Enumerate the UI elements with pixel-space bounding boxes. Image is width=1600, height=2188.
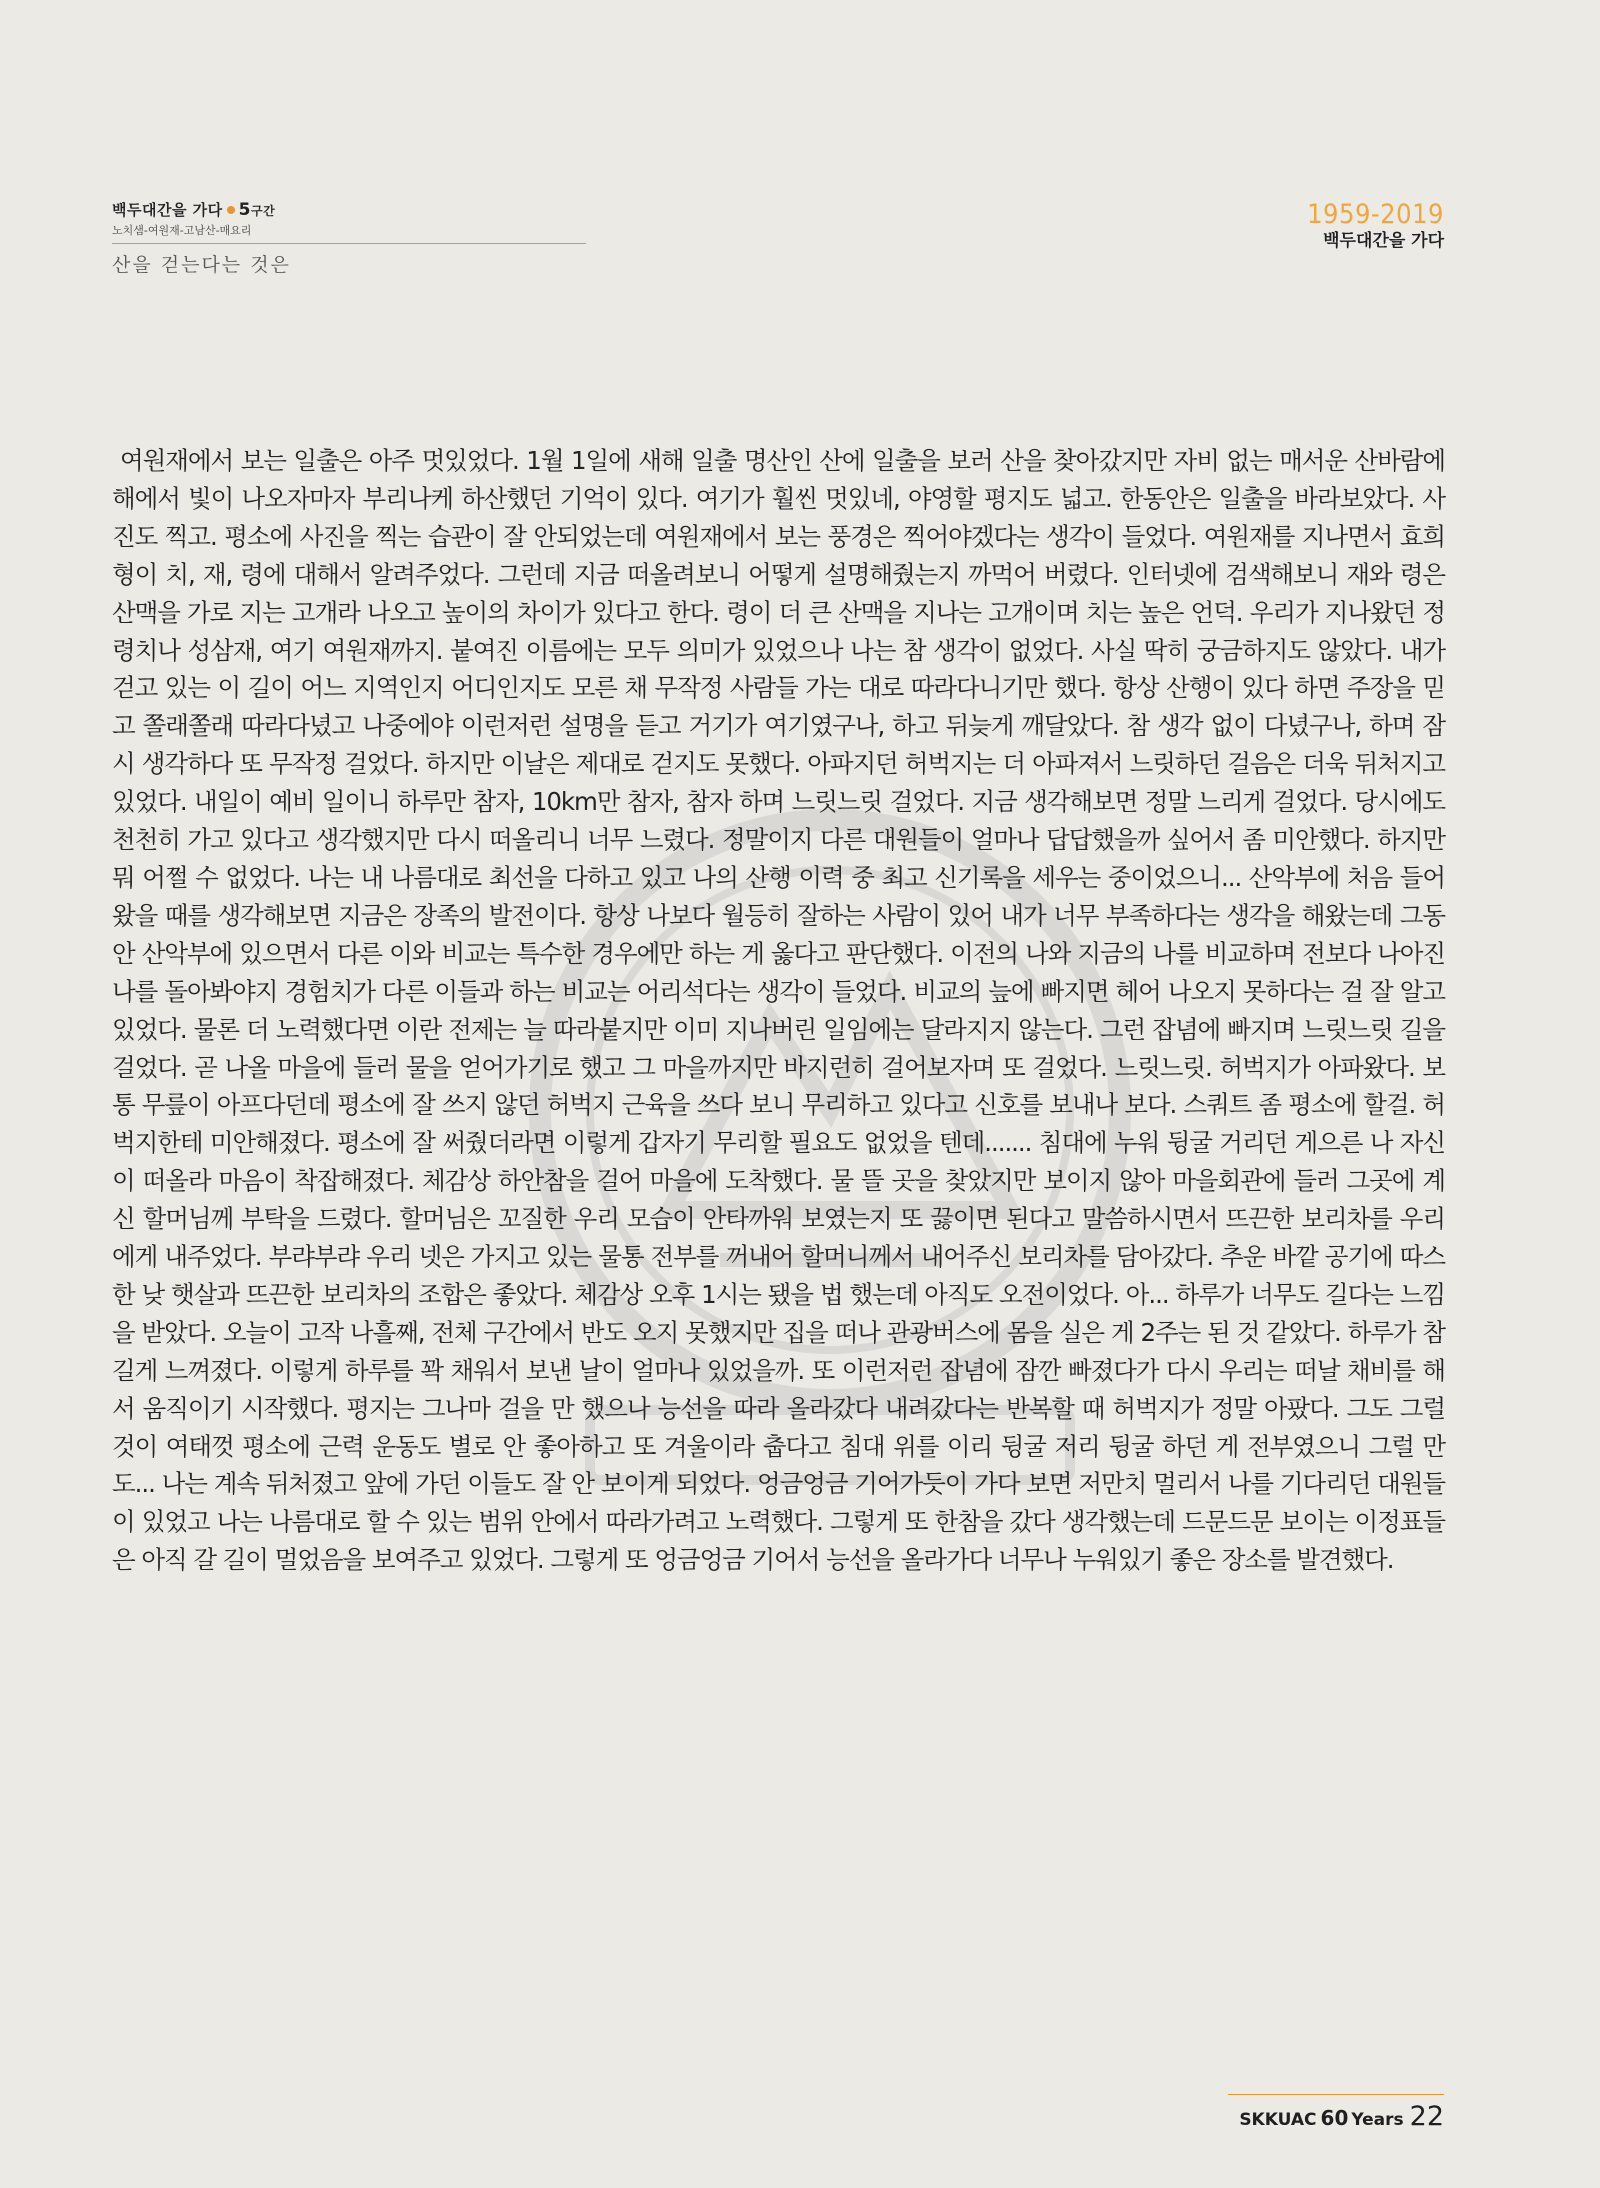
section-unit: 구간	[251, 204, 276, 218]
footer-years-word: Years	[1351, 2110, 1404, 2130]
series-title	[112, 200, 586, 221]
article-body: 여원재에서 보는 일출은 아주 멋있었다. 1월 1일에 새해 일출 명산인 산에 일출을 보러 산을 찾아갔지만 자비 없는 매서운 산바람에 해에서 빛이 나오자마자 부리나케 하산했던 기억이 있다. 여기가 훨씬 멋있네, 야영할 평지도 넓고. 한동안은 일출을 바라보았다. 사진도 찍고. 평소에 사진을 찍는 습관이 잘 안되었는데 여원재에서 보는 풍경은 찍어야겠다는 생각이 들었다. 여원재를 지나면서 효희형이 치, 재, 령에 대해서 알려주었다. 그런데 지금 떠올려보니 어떻게 설명해줬는지 까먹어 버렸다. 인터넷에 검색해보니 재와 령은 산맥을 가로 지는 고개라 나오고 높이의 차이가 있다고 한다. 령이 더 큰 산맥을 지나는 고개이며 치는 높은 언덕. 우리가 지나왔던 정령치나 성삼재, 여기 여원재까지. 붙여진 이름에는 모두 의미가 있었으나 나는 참 생각이 없었다. 사실 딱히 궁금하지도 않았다. 내가 걷고 있는 이 길이 어느 지역인지 어디인지도 모른 채 무작정 사람들 가는 대로 따라다니기만 했다. 항상 산행이 있다 하면 주장을 믿고 쫄래쫄래 따라다녔고 나중에야 이런저런 설명을 듣고 거기가 여기였구나, 하고 뒤늦게 깨달았다. 참 생각 없이 다녔구나, 하며 잠시 생각하다 또 무작정 걸었다. 하지만 이날은 제대로 걷지도 못했다. 아파지던 허벅지는 더 아파져서 느릿하던 걸음은 더욱 뒤처지고 있었다. 내일이 예비 일이니 하루만 참자, 10km만 참자, 참자 하며 느릿느릿 걸었다. 지금 생각해보면 정말 느리게 걸었다. 당시에도 천천히 가고 있다고 생각했지만 다시 떠올리니 너무 느렸다. 정말이지 다른 대원들이 얼마나 답답했을까 싶어서 좀 미안했다. 하지만 뭐 어쩔 수 없었다. 나는 내 나름대로 최선을 다하고 있고 나의 산행 이력 중 최고 신기록을 세우는 중이었으니... 산악부에 처음 들어왔을 때를 생각해보면 지금은 장족의 발전이다. 항상 나보다 월등히 잘하는 사람이 있어 내가 너무 부족하다는 생각을 해왔는데 그동안 산악부에 있으면서 다른 이와 비교는 특수한 경우에만 하는 게 옳다고 판단했다. 이전의 나와 지금의 나를 비교하며 전보다 나아진 나를 돌아봐야지 경험치가 다른 이들과 하는 비교는 어리석다는 생각이 들었다. 비교의 늪에 빠지면 헤어 나오지 못하다는 걸 잘 알고 있었다. 물론 더 노력했다면 이란 전제는 늘 따라붙지만 이미 지나버린 일임에는 달라지지 않는다. 그런 잡념에 빠지며 느릿느릿 길을 걸었다. 곧 나올 마을에 들러 물을 얻어가기로 했고 그 마을까지만 바지런히 걸어보자며 또 걸었다. 느릿느릿. 허벅지가 아파왔다. 보통 무릎이 아프다던데 평소에 잘 쓰지 않던 허벅지 근육을 쓰다 보니 무리하고 있다고 신호를 보내나 보다. 스쿼트 좀 평소에 할걸. 허벅지한테 미안해졌다. 평소에 잘 써줬더라면 이렇게 갑자기 무리할 필요도 없었을 텐데....... 침대에 누워 뒹굴 거리던 게으른 나 자신이 떠올라 마음이 착잡해졌다. 체감상 하안참을 걸어 마을에 도착했다. 물 뜰 곳을 찾았지만 보이지 않아 마을회관에 들러 그곳에 계신 할머님께 부탁을 드렸다. 할머님은 꼬질한 우리 모습이 안타까워 보였는지 또 끓이면 된다고 말씀하시면서 뜨끈한 보리차를 우리에게 내주었다. 부랴부랴 우리 넷은 가지고 있는 물통 전부를 꺼내어 할머니께서 내어주신 보리차를 담아갔다. 추운 바깥 공기에 따스한 낮 햇살과 뜨끈한 보리차의 조합은 좋았다. 체감상 오후 1시는 됐을 법 했는데 아직도 오전이었다. 아... 하루가 너무도 길다는 느낌을 받았다. 오늘이 고작 나흘째, 전체 구간에서 반도 오지 못했지만 집을 떠나 관광버스에 몸을 실은 게 2주는 된 것 같았다. 하루가 참 길게 느껴졌다. 이렇게 하루를 꽉 채워서 보낸 날이 얼마나 있었을까. 또 이런저런 잡념에 잠깐 빠졌다가 다시 우리는 떠날 채비를 해서 움직이기 시작했다. 평지는 그나마 걸을 만 했으나 능선을 따라 올라갔다 내려갔다는 반복할 때 허벅지가 정말 아팠다. 그도 그럴 것이 여태껏 평소에 근력 운동도 별로 안 좋아하고 또 겨울이라 춥다고 침대 위를 이리 뒹굴 저리 뒹굴 하던 게 전부였으니 그럴 만도... 나는 계속 뒤처졌고 앞에 가던 이들도 잘 안 보이게 되었다. 엉금엉금 기어가듯이 가다 보면 저만치 멀리서 나를 기다리던 대원들이 있었고 나는 나름대로 할 수 있는 범위 안에서 따라가려고 노력했다. 그렇게 또 한참을 갔다 생각했는데 드문드문 보이는 이정표들은 아직 갈 길이 멀었음을 보여주고 있었다. 그렇게 또 엉금엉금 기어서 능선을 올라가다 너무나 누워있기 좋은 장소를 발견했다.	[112, 446, 1445, 1575]
series-title-right: 백두대간을 가다	[1323, 231, 1444, 251]
page-number: 22	[1409, 2101, 1444, 2132]
footer-sixty: 60	[1320, 2106, 1349, 2130]
running-header-right	[1307, 200, 1444, 252]
bullet-dot-icon	[227, 206, 235, 214]
anniversary-years: 1959-2019	[1307, 199, 1444, 230]
article-subtitle: 산을 걷는다는 것은	[112, 254, 291, 276]
running-header-left	[112, 200, 586, 277]
section-number: 5	[238, 200, 251, 220]
footer-brand: SKKUAC	[1239, 2110, 1317, 2130]
page-footer	[1228, 2094, 1444, 2132]
series-name: 백두대간을 가다	[112, 201, 223, 219]
route-text: 노치샘-여원재-고남산-매요리	[112, 223, 586, 244]
